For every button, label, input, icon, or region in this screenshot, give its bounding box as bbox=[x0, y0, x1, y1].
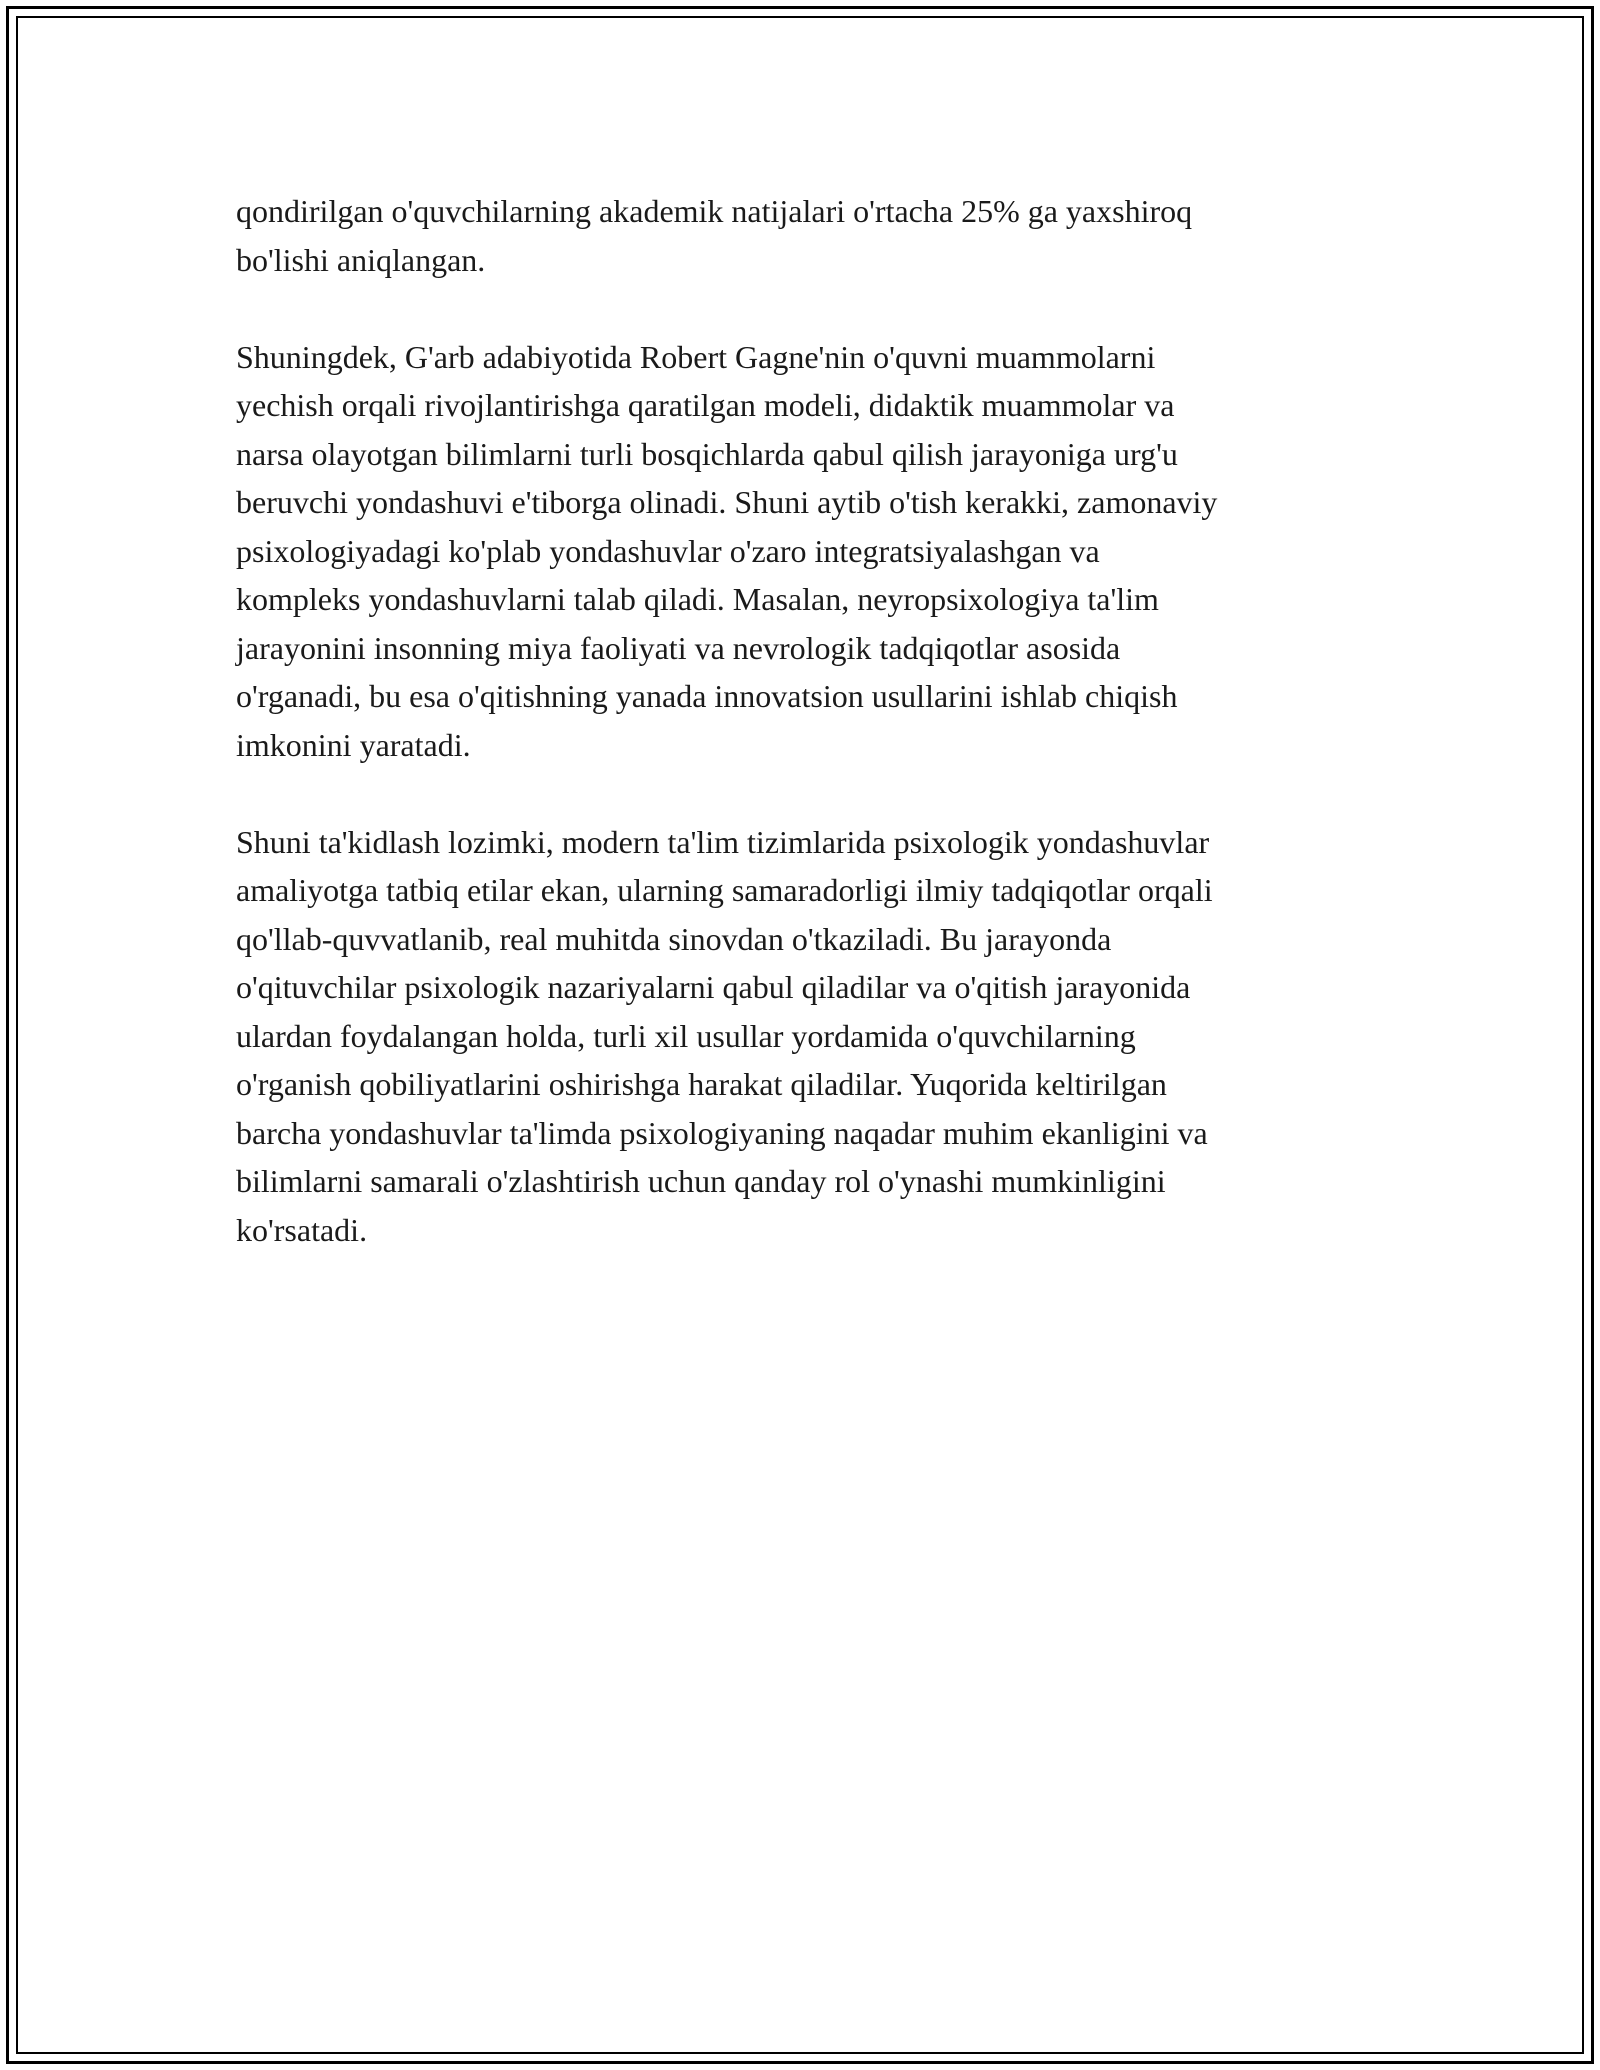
paragraph-2: Shuningdek, G'arb adabiyotida Robert Gagne'nin o'quvni muammolarni yechish orqali rivojlantirishga qaratilgan modeli, didaktik muammolar va narsa olayotgan bilimlarni turli bosqichlarda qabul qilish jarayoniga urg'u beruvchi yondashuvi e'tiborga olinadi. Shuni aytib o'tish kerakki, zamonaviy psixologiyadagi ko'plab yondashuvlar o'zaro integratsiyalashgan va kompleks yondashuvlarni talab qiladi. Masalan, neyropsixologiya ta'lim jarayonini insonning miya faoliyati va nevrologik tadqiqotlar asosida o'rganadi, bu esa o'qitishning yanada innovatsion usullarini ishlab chiqish imkonini yaratadi. bbox=[236, 338, 1218, 763]
paragraph-1: qondirilgan o'quvchilarning akademik natijalari o'rtacha 25% ga yaxshiroq bo'lishi aniqlangan. bbox=[236, 193, 1193, 278]
document-body bbox=[236, 187, 1386, 1303]
paragraph-3: Shuni ta'kidlash lozimki, modern ta'lim tizimlarida psixologik yondashuvlar amaliyotga tatbiq etilar ekan, ularning samaradorligi ilmiy tadqiqotlar orqali qo'llab-quvvatlanib, real muhitda sinovdan o'tkaziladi. Bu jarayonda o'qituvchilar psixologik nazariyalarni qabul qiladilar va o'qitish jarayonida ulardan foydalangan holda, turli xil usullar yordamida o'quvchilarning o'rganish qobiliyatlarini oshirishga harakat qiladilar. Yuqorida keltirilgan barcha yondashuvlar ta'limda psixologiyaning naqadar muhim ekanligini va bilimlarni samarali o'zlashtirish uchun qanday rol o'ynashi mumkinligini ko'rsatadi. bbox=[236, 823, 1213, 1248]
